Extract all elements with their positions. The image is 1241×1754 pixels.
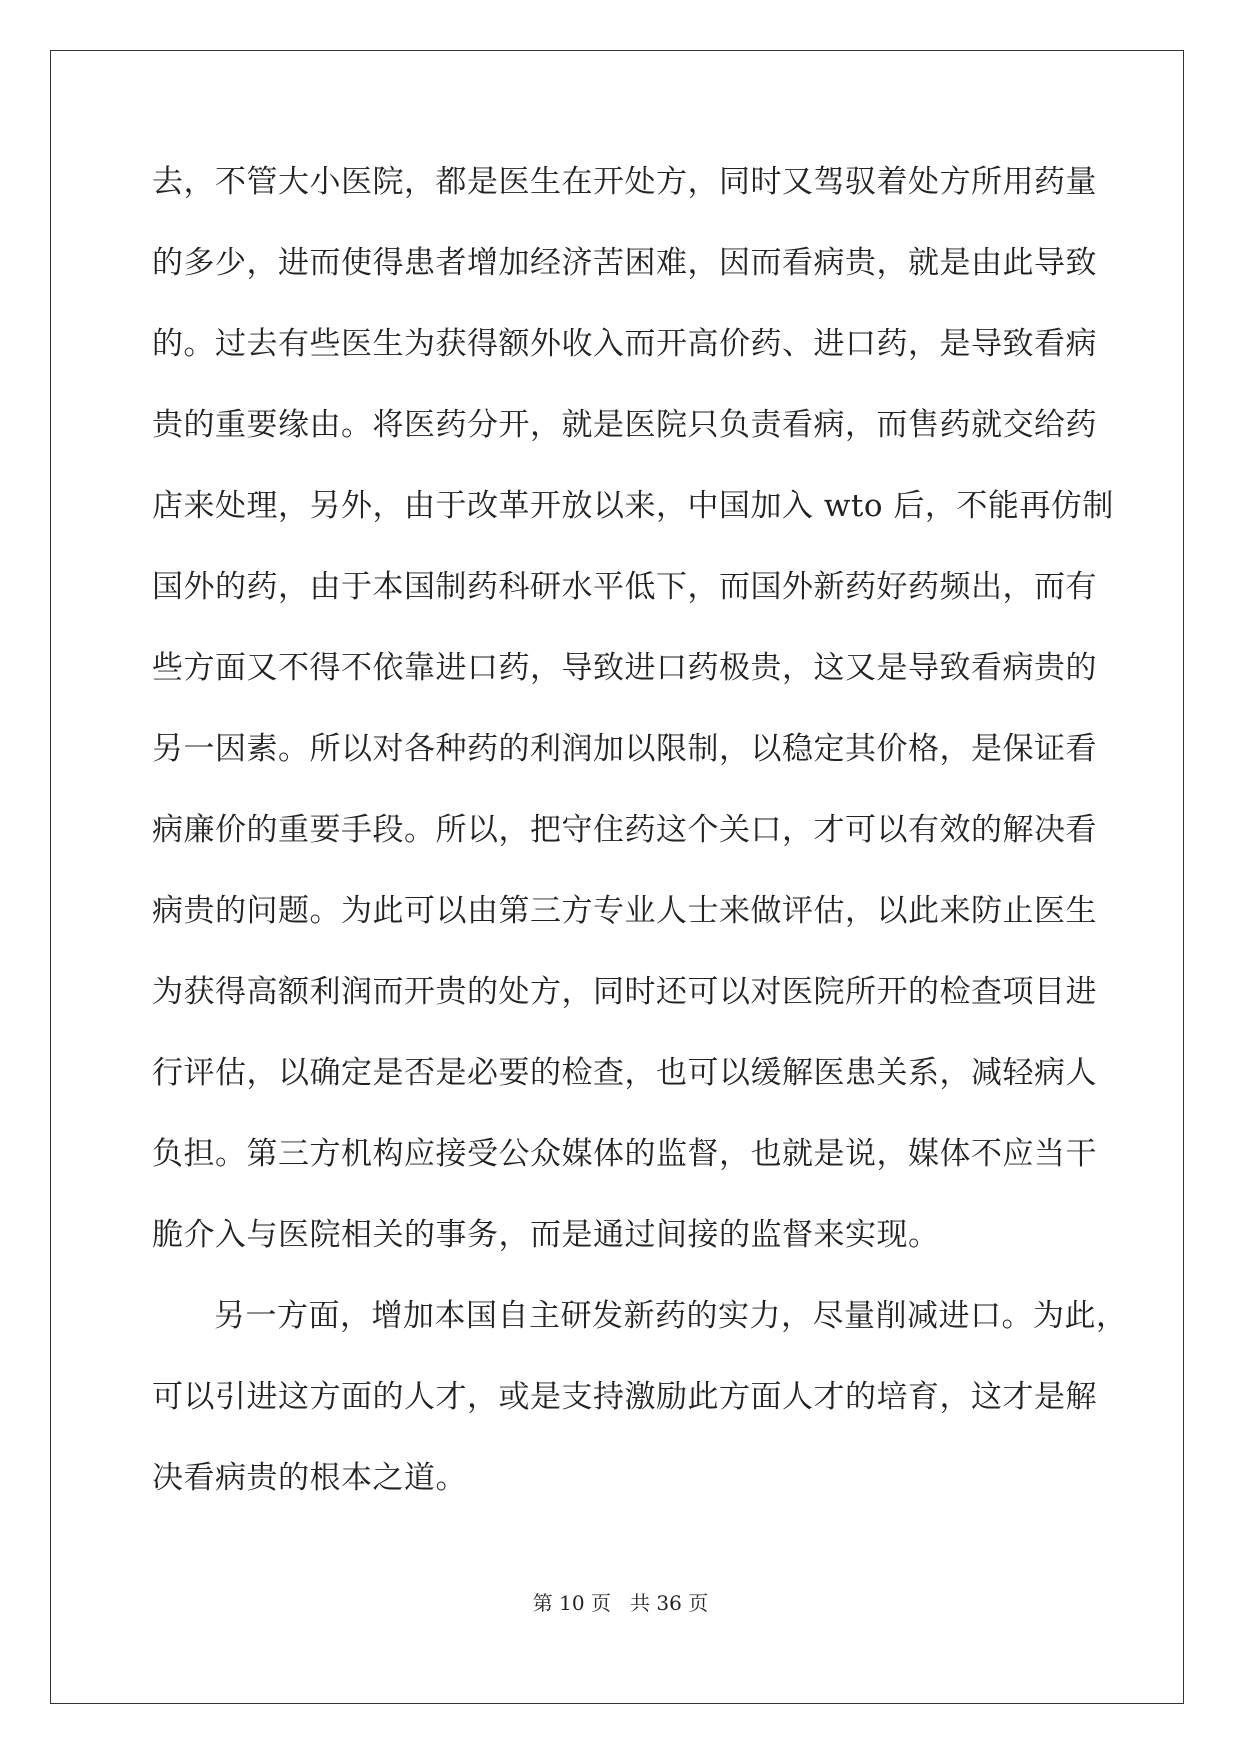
text-line: 的多少，进而使得患者增加经济苦困难，因而看病贵，就是由此导致 [152, 245, 1097, 281]
text-line: 决看病贵的根本之道。 [152, 1460, 467, 1496]
text-line: 行评估，以确定是否是必要的检查，也可以缓解医患关系，减轻病人 [152, 1055, 1097, 1091]
text-line: 可以引进这方面的人才，或是支持激励此方面人才的培育，这才是解 [152, 1379, 1097, 1415]
text-line: 些方面又不得不依靠进口药，导致进口药极贵，这又是导致看病贵的 [152, 650, 1097, 686]
text-line: 为获得高额利润而开贵的处方，同时还可以对医院所开的检查项目进 [152, 974, 1097, 1010]
body-text [152, 162, 1128, 1539]
text-line: 国外的药，由于本国制药科研水平低下，而国外新药好药频出，而有 [152, 569, 1097, 605]
paragraph-start-line: 另一方面，增加本国自主研发新药的实力，尽量削减进口。为此， [214, 1298, 1128, 1334]
text-line: 另一因素。所以对各种药的利润加以限制，以稳定其价格，是保证看 [152, 731, 1097, 767]
page-footer [0, 1591, 1241, 1615]
text-line: 的。过去有些医生为获得额外收入而开高价药、进口药，是导致看病 [152, 326, 1097, 362]
text-line: 去，不管大小医院，都是医生在开处方，同时又驾驭着处方所用药量 [152, 164, 1097, 200]
text-line: 脆介入与医院相关的事务，而是通过间接的监督来实现。 [152, 1217, 940, 1253]
text-line: 病贵的问题。为此可以由第三方专业人士来做评估，以此来防止医生 [152, 893, 1097, 929]
text-line: 病廉价的重要手段。所以，把守住药这个关口，才可以有效的解决看 [152, 812, 1097, 848]
footer-spacer [611, 1591, 630, 1615]
text-line: 负担。第三方机构应接受公众媒体的监督，也就是说，媒体不应当干 [152, 1136, 1097, 1172]
total-pages: 共 36 页 [630, 1591, 709, 1615]
text-line: 贵的重要缘由。将医药分开，就是医院只负责看病，而售药就交给药 [152, 407, 1097, 443]
text-line: 店来处理，另外，由于改革开放以来，中国加入 wto 后，不能再仿制 [152, 488, 1114, 524]
page-number: 第 10 页 [532, 1591, 611, 1615]
